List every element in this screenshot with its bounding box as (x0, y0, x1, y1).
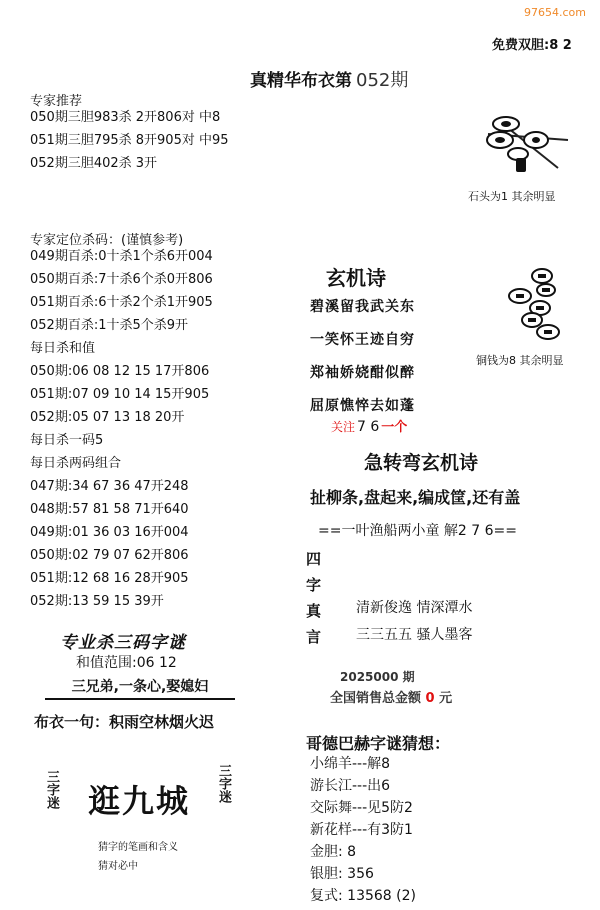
daily-sum-heading: 每日杀和值 (30, 341, 96, 356)
kill-line: 051期百杀:6十杀2个杀1开905 (30, 295, 213, 310)
expert-line: 052期三胆402杀 3开 (30, 156, 158, 171)
coin-caption: 铜钱为8 其余明显 (476, 354, 564, 367)
word-riddle-note: 猜对必中 (98, 861, 138, 872)
xuanji-line: 碧溪留我武关东 (310, 299, 415, 315)
godel-line: 复式: 13568 (2) (310, 888, 416, 904)
daily-one: 每日杀一码5 (30, 433, 104, 448)
xuanji-follow (331, 416, 407, 435)
godel-line: 小绵羊---解8 (310, 756, 391, 772)
daily-two-line: 047期:34 67 36 47开248 (30, 479, 189, 494)
word-riddle-side-right: 三字迷 (216, 764, 231, 803)
page-title (250, 66, 408, 92)
title-text: 真精华布衣第 (250, 71, 352, 91)
godel-list (310, 753, 416, 907)
word-riddle-side-left: 三字迷 (44, 770, 59, 809)
follow-suffix: 一个 (381, 420, 408, 435)
pro-riddle-phrase: 三兄弟,一条心,娶媳妇 (45, 676, 235, 700)
godel-heading: 哥德巴赫字谜猜想： (306, 734, 451, 753)
daily-two-line: 051期:12 68 16 28开905 (30, 571, 189, 586)
jizhuan-heading: 急转弯玄机诗 (364, 452, 479, 474)
four-char-line: 清新俊逸 情深潭水 (356, 600, 473, 616)
word-riddle-main: 逛九城 (88, 782, 191, 820)
kill-heading: 专家定位杀码：(谨慎参考) (30, 233, 184, 248)
sales-amount: 0 (425, 691, 435, 706)
daily-two-line: 049期:01 36 03 16开004 (30, 525, 189, 540)
expert-heading: 专家推荐 (30, 94, 83, 109)
xuanji-line: 屈原憔悴去如蓬 (310, 398, 415, 414)
sales-unit: 元 (439, 691, 453, 706)
jizhuan-answer: ==一叶渔船两小童 解2 7 6== (318, 523, 517, 539)
kill-line: 052期百杀:1十杀5个杀9开 (30, 318, 189, 333)
follow-prefix: 关注 (331, 420, 356, 434)
four-char-vertical: 四字真言 (306, 550, 322, 646)
godel-line: 游长江---出6 (310, 778, 391, 794)
daily-sum-line: 051期:07 09 10 14 15开905 (30, 387, 210, 402)
daily-sum-line: 050期:06 08 12 15 17开806 (30, 364, 210, 379)
godel-line: 金胆: 8 (310, 844, 357, 860)
expert-line: 051期三胆795杀 8开905对 中95 (30, 133, 229, 148)
daily-two-line: 050期:02 79 07 62开806 (30, 548, 189, 563)
watermark: 97654.com (524, 6, 586, 19)
daily-two-line: 052期:13 59 15 39开 (30, 594, 164, 609)
free-double-pick: 免费双胆:8 2 (492, 38, 572, 53)
sales-total (330, 687, 452, 706)
godel-line: 交际舞---见5防2 (310, 800, 413, 816)
kill-line: 049期百杀:0十杀1个杀6开004 (30, 249, 213, 264)
daily-two-line: 048期:57 81 58 71开640 (30, 502, 189, 517)
kill-list (30, 245, 213, 613)
buyi-sentence: 布衣一句：积雨空林烟火迟 (34, 713, 215, 731)
word-riddle-note: 猜字的笔画和含义 (98, 842, 178, 853)
sales-issue: 2025000 期 (340, 670, 415, 684)
title-issue: 052期 (356, 70, 409, 91)
daily-sum-line: 052期:05 07 13 18 20开 (30, 410, 185, 425)
expert-list (30, 106, 229, 175)
godel-line: 新花样---有3防1 (310, 822, 413, 838)
four-char-line: 三三五五 骚人墨客 (356, 627, 473, 643)
kill-line: 050期百杀:7十杀6个杀0开806 (30, 272, 213, 287)
xuanji-line: 郑袖娇娆酣似醉 (310, 365, 415, 381)
godel-line: 银胆: 356 (310, 866, 374, 882)
stone-caption: 石头为1 其余明显 (468, 190, 556, 203)
pro-riddle-title: 专业杀三码字谜 (60, 633, 186, 653)
pro-riddle-range: 和值范围:06 12 (76, 655, 177, 671)
sales-prefix: 全国销售总金额 (330, 691, 422, 706)
expert-line: 050期三胆983杀 2开806对 中8 (30, 110, 221, 125)
xuanji-line: 一笑怀王迹自穷 (310, 332, 415, 348)
daily-two-heading: 每日杀两码组合 (30, 456, 122, 471)
follow-numbers: 7 6 (357, 419, 380, 435)
xuanji-heading: 玄机诗 (326, 266, 386, 290)
stone-puzzle-image (478, 108, 578, 180)
coin-puzzle-image (492, 262, 572, 342)
jizhuan-line: 扯柳条,盘起来,编成筐,还有盖 (310, 488, 521, 507)
